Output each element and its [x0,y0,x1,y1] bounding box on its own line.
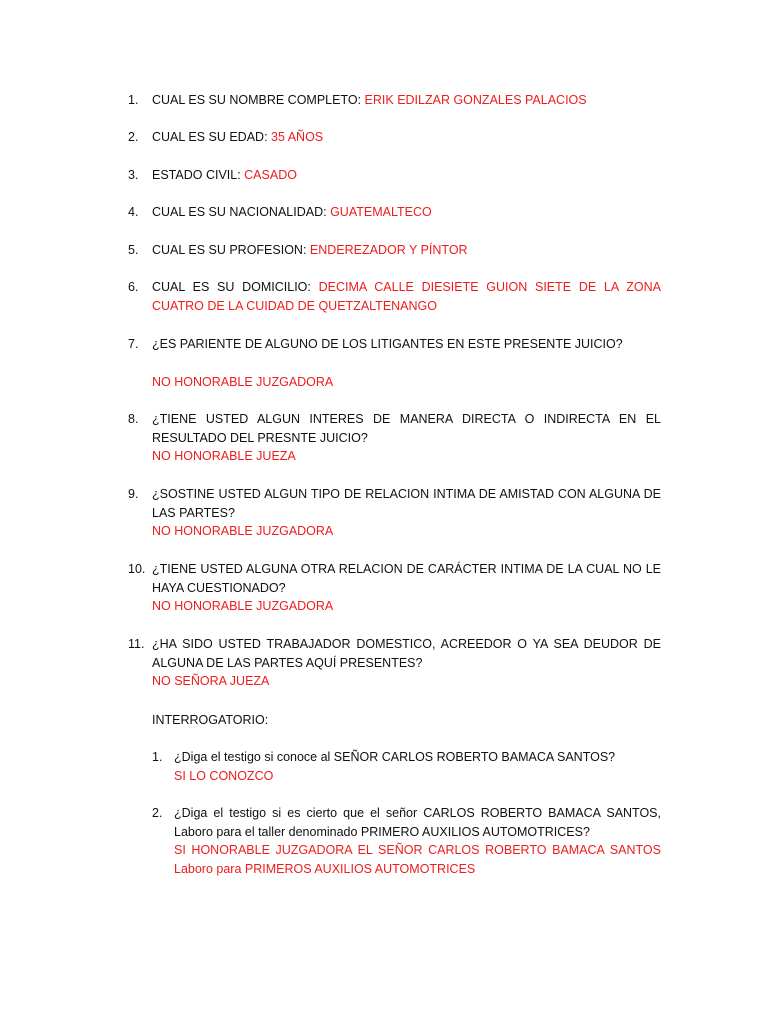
item-number: 7. [128,337,139,351]
answer-text: GUATEMALTECO [330,205,432,219]
item-number: 8. [128,412,139,426]
question-text: CUAL ES SU DOMICILIO: [152,280,319,294]
item-number: 4. [128,205,139,219]
question-text: CUAL ES SU PROFESION: [152,243,310,257]
question-text: CUAL ES SU EDAD: [152,130,272,144]
item-body [152,241,661,260]
question-text: ¿SOSTINE USTED ALGUN TIPO DE RELACION INTIMA DE AMISTAD CON ALGUNA DE LAS PARTES? [152,487,661,520]
item-number: 1. [128,93,139,107]
item-body [152,560,661,616]
answer-text: NO HONORABLE JUEZA [152,449,296,463]
answer-text: SI LO CONOZCO [174,768,274,783]
item-number: 2. [152,806,163,820]
question-text: ¿TIENE USTED ALGUNA OTRA RELACION DE CARÁCTER INTIMA DE LA CUAL NO LE HAYA CUESTIONADO? [152,562,661,595]
answer-text: ENDEREZADOR Y PÍNTOR [309,243,468,257]
item-body [174,804,661,878]
question-text: CUAL ES SU NACIONALIDAD: [152,205,331,219]
answer-text: CASADO [244,168,297,182]
item-number: 3. [128,168,139,182]
question-text: ¿HA SIDO USTED TRABAJADOR DOMESTICO, ACREEDOR O YA SEA DEUDOR DE ALGUNA DE LAS PARTES AQUÍ PRESENTES? [152,637,661,670]
interrogatorio-heading: INTERROGATORIO: [152,713,269,727]
answer-text: NO SEÑORA JUEZA [152,674,270,688]
item-body [152,128,661,147]
answer-text: NO HONORABLE JUZGADORA [152,524,334,538]
question-text: ESTADO CIVIL: [152,168,245,182]
item-body [152,635,661,691]
question-text: ¿Diga el testigo si es cierto que el señor CARLOS ROBERTO BAMACA SANTOS, Laboro para el taller denominado PRIMERO AUXILIOS AUTOMOTRICES? [174,806,661,839]
item-number: 1. [152,750,163,764]
item-number: 5. [128,243,139,257]
answer-text: NO HONORABLE JUZGADORA [152,374,334,389]
item-body [152,166,661,185]
item-number: 6. [128,280,139,294]
answer-text: ERIK EDILZAR GONZALES PALACIOS [364,93,587,107]
question-text: ¿Diga el testigo si conoce al SEÑOR CARLOS ROBERTO BAMACA SANTOS? [174,750,616,764]
item-body [152,203,661,222]
answer-text: SI HONORABLE JUZGADORA EL SEÑOR CARLOS ROBERTO BAMACA SANTOS Laboro para PRIMEROS AUXILIOS AUTOMOTRICES [174,843,661,876]
answer-text: DECIMA CALLE DIESIETE GUION SIETE DE LA ZONA CUATRO DE LA CUIDAD DE QUETZALTENANGO [152,280,661,313]
question-text: ¿TIENE USTED ALGUN INTERES DE MANERA DIRECTA O INDIRECTA EN EL RESULTADO DEL PRESNTE JUICIO? [152,412,661,445]
item-body [174,748,661,785]
item-body [152,278,661,315]
question-text: ¿ES PARIENTE DE ALGUNO DE LOS LITIGANTES EN ESTE PRESENTE JUICIO? [152,337,623,351]
item-body [152,335,661,391]
answer-text: NO HONORABLE JUZGADORA [152,599,334,613]
question-text: CUAL ES SU NOMBRE COMPLETO: [152,93,365,107]
item-body [152,91,661,110]
item-number: 10. [128,562,146,576]
item-body [152,410,661,466]
item-number: 2. [128,130,139,144]
item-number: 11. [128,637,145,651]
item-number: 9. [128,487,139,501]
answer-text: 35 AÑOS [271,130,324,144]
item-body [152,485,661,541]
